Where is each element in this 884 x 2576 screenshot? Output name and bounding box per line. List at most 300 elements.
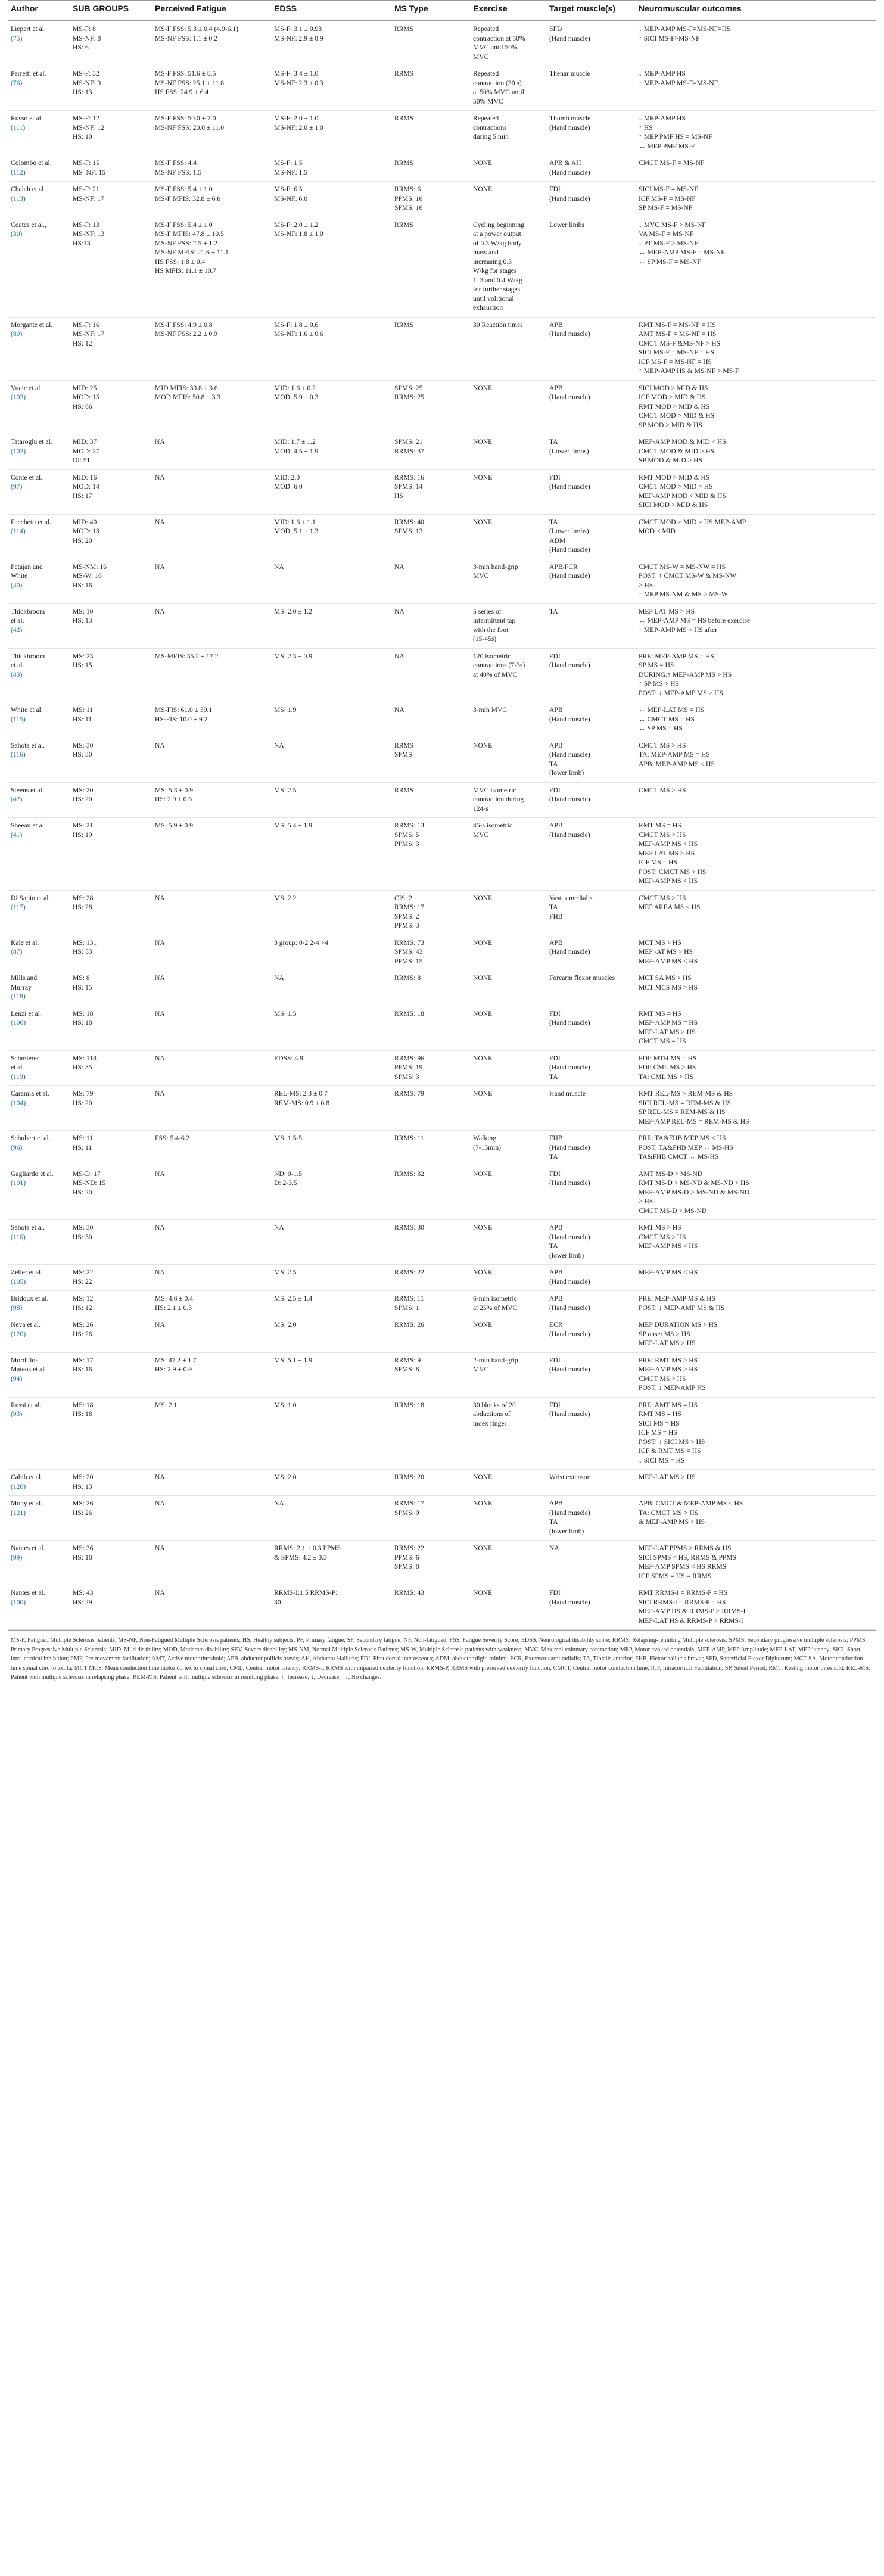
- author-cell: [8, 1166, 70, 1220]
- sub-groups-cell: [70, 970, 152, 1006]
- table-row: [8, 434, 876, 470]
- citation-link[interactable]: (99): [11, 1553, 23, 1561]
- target-cell: [547, 970, 636, 1006]
- sub-groups-cell: [70, 648, 152, 702]
- cell-line: HS FSS: 1.8 ± 0.4: [155, 257, 206, 266]
- cell-line: ECR: [549, 1321, 563, 1329]
- citation-link[interactable]: (112): [11, 168, 26, 176]
- cell-line: HS: 18: [73, 1553, 92, 1561]
- cell-line: NONE: [473, 1268, 493, 1276]
- cell-line: (Hand muscle): [549, 1365, 590, 1373]
- cell-line: RRMS: 73: [394, 938, 424, 947]
- outcomes-cell: [636, 1541, 876, 1585]
- cell-line: MS: 20: [73, 1473, 94, 1481]
- cell-line: (Hand muscle): [549, 1598, 590, 1606]
- citation-link[interactable]: (80): [11, 330, 23, 338]
- cell-line: MS: 30: [73, 1224, 94, 1231]
- cell-line: APB: [549, 1224, 563, 1231]
- author-cell: [8, 1291, 70, 1317]
- outcomes-cell: [636, 603, 876, 648]
- cell-line: MS-F FSS: 51.6 ± 8.5: [155, 70, 216, 77]
- cell-line: NONE: [473, 1499, 493, 1507]
- cell-line: ND: 0-1.5: [274, 1169, 303, 1178]
- cell-line: ↓ PT MS-F > MS-NF: [639, 239, 698, 247]
- cell-line: Thenar muscle: [549, 70, 590, 77]
- cell-line: RRMS: 9: [394, 1356, 421, 1364]
- table-row: [8, 1397, 876, 1470]
- fatigue-cell: [152, 738, 272, 782]
- citation-link[interactable]: (101): [11, 1179, 26, 1187]
- ms-type-cell: [392, 1397, 471, 1470]
- ms-type-cell: [392, 818, 471, 891]
- edss-cell: [272, 738, 392, 782]
- cell-line: until volitional: [473, 294, 514, 303]
- cell-line: NONE: [473, 1169, 493, 1178]
- ms-type-cell: [392, 1220, 471, 1265]
- cell-line: FHB: [549, 912, 563, 920]
- outcomes-cell: [636, 1352, 876, 1397]
- sub-groups-cell: [70, 1131, 152, 1166]
- cell-line: MS-NF: 2.9 ± 0.9: [274, 34, 323, 42]
- outcomes-cell: [636, 1265, 876, 1291]
- cell-line: MS–NF: 15: [73, 168, 106, 176]
- cell-line: FSS: 5.4-6.2: [155, 1134, 190, 1142]
- author-cell: [8, 66, 70, 111]
- cell-line: MEP-AMP MS < HS: [639, 840, 698, 848]
- table-row: [8, 559, 876, 603]
- outcomes-cell: [636, 970, 876, 1006]
- citation-link[interactable]: (41): [11, 830, 23, 839]
- outcomes-cell: [636, 702, 876, 738]
- cell-line: MS-F: 1.5: [274, 159, 303, 167]
- cell-line: MVC until 50%: [473, 43, 518, 51]
- edss-cell: [272, 1291, 392, 1317]
- cell-line: MS-NF FSS: 2.5 ± 1.2: [155, 239, 217, 247]
- cell-line: RRMS: 96: [394, 1054, 424, 1062]
- cell-line: Hand muscle: [549, 1090, 586, 1097]
- table-row: [8, 935, 876, 970]
- cell-line: MS: 1.5-5: [274, 1134, 303, 1142]
- cell-line: ↑ MEP-AMP MS > HS after: [639, 626, 718, 634]
- cell-line: D: 2-3.5: [274, 1179, 297, 1187]
- target-cell: [547, 21, 636, 66]
- sub-groups-cell: [70, 217, 152, 317]
- citation-link[interactable]: (75): [11, 34, 23, 42]
- sub-groups-cell: [70, 559, 152, 603]
- sub-groups-cell: [70, 738, 152, 782]
- cell-line: RRMS: 40: [394, 518, 424, 526]
- cell-line: 30 blocks of 20: [473, 1401, 516, 1409]
- cell-line: CMCT MS > HS: [639, 894, 686, 902]
- author-cell: [8, 21, 70, 66]
- cell-line: (Hand muscle): [549, 1410, 590, 1418]
- citation-link[interactable]: (100): [11, 1598, 26, 1606]
- cell-line: HS MFIS: 11.1 ± 10.7: [155, 267, 217, 275]
- citation-link[interactable]: (97): [11, 483, 23, 490]
- edss-cell: [272, 1265, 392, 1291]
- outcomes-cell: [636, 1470, 876, 1496]
- target-cell: [547, 1006, 636, 1050]
- exercise-cell: [471, 1291, 547, 1317]
- cell-line: MS-F: 6.5: [274, 185, 303, 193]
- cell-line: MVC: [473, 52, 489, 61]
- cell-line: MS: 20: [73, 786, 94, 794]
- cell-line: POST: ↑ CMCT MS-W & MS-NW: [639, 572, 737, 580]
- fatigue-cell: [152, 182, 272, 217]
- cell-line: NONE: [473, 1544, 493, 1552]
- cell-line: SICI SPMS < HS, RRMS & PPMS: [639, 1553, 737, 1561]
- edss-cell: [272, 559, 392, 603]
- cell-line: NA: [274, 562, 284, 571]
- cell-line: SPMS: 14: [394, 483, 423, 490]
- citation-link[interactable]: (93): [11, 1410, 23, 1418]
- fatigue-cell: [152, 1541, 272, 1585]
- cell-line: FDI: MTH MS = HS: [639, 1054, 697, 1062]
- cell-line: MS-NF: 2.0 ± 1.0: [274, 123, 323, 132]
- cell-line: RMT MOD > MID & HS: [639, 473, 710, 481]
- cell-line: HS: 29: [73, 1598, 92, 1606]
- exercise-cell: [471, 935, 547, 970]
- edss-cell: [272, 469, 392, 514]
- cell-line: ↔ CMCT MS = HS: [639, 715, 695, 723]
- cell-line: at 25% of MVC: [473, 1303, 518, 1312]
- ms-type-cell: [392, 970, 471, 1006]
- cell-line: PRE: MEP-AMP MS = HS: [639, 652, 714, 660]
- target-cell: [547, 434, 636, 470]
- author-name: Facchetti et al.: [11, 518, 51, 526]
- cell-line: NONE: [473, 1054, 493, 1062]
- citation-link[interactable]: (118): [11, 993, 26, 1000]
- cell-line: (Hand muscle): [549, 546, 590, 553]
- cell-line: MS-NF: 1.6 ± 0.6: [274, 330, 323, 338]
- target-cell: [547, 217, 636, 317]
- author-cell: [8, 469, 70, 514]
- outcomes-cell: [636, 1397, 876, 1470]
- citation-link[interactable]: (106): [11, 1019, 26, 1026]
- cell-line: SPMS: [394, 751, 412, 758]
- cell-line: (Hand muscle): [549, 34, 590, 42]
- cell-line: MS-NF FSS: 2.2 ± 0.9: [155, 330, 217, 338]
- cell-line: SP MS-F = MS-NF: [639, 204, 693, 211]
- edss-cell: [272, 970, 392, 1006]
- cell-line: MEP-AMP REL-MS = REM-MS & HS: [639, 1117, 749, 1125]
- cell-line: RRMS: [394, 786, 414, 794]
- fatigue-cell: [152, 818, 272, 891]
- cell-line: FDI: [549, 1589, 561, 1597]
- cell-line: TA: [549, 518, 558, 526]
- cell-line: HS: 10: [73, 133, 92, 141]
- sub-groups-cell: [70, 782, 152, 818]
- exercise-cell: [471, 1086, 547, 1131]
- outcomes-cell: [636, 1220, 876, 1265]
- edss-cell: [272, 1496, 392, 1541]
- cell-line: exhaustion: [473, 304, 503, 312]
- cell-line: NA: [394, 562, 404, 571]
- fatigue-cell: [152, 970, 272, 1006]
- cell-line: at a power output: [473, 230, 521, 238]
- outcomes-cell: [636, 111, 876, 155]
- cell-line: ↑ MEP-AMP MS-F=MS-NF: [639, 79, 718, 87]
- cell-line: MS-NF: 1.5: [274, 168, 308, 176]
- cell-line: NONE: [473, 518, 493, 526]
- target-cell: [547, 603, 636, 648]
- table-row: [8, 890, 876, 935]
- cell-line: RRMS: 30: [394, 1224, 424, 1231]
- citation-link[interactable]: (42): [11, 626, 23, 634]
- cell-line: 50% MVC: [473, 97, 503, 105]
- cell-line: HS: 22: [73, 1277, 92, 1286]
- table-footnote: MS-F, Fatigued Multiple Sclerosis patients; MS-NF, Non-Fatigued Multiple Sclerosis patients; HS, Healthy subjects; PF, Primary fatigue; SF, Secondary fatigue; NF, Non-fatigued; FSS, Fatigue Severity Score; EDSS, Neurological disability score; RRMS, Relapsing-remitting Multiple sclerosis; SPMS, Secondary progressive multiple sclerosis; PPMS, Primary Progressive Multiple Sclerosis; MID, Mild disability; MOD, Moderate disability; SEV, Severe disability; MS-NM, Normal Multiple Sclerosis Patients; MS-W, Multiple Sclerosis patients with weakness; MVC, Maximal voluntary contraction; MEP, Motor evoked potentials; MEP-AMP, MEP Amplitude; MEP-LAT, MEP latency; SICI, Short intra-cortical inhibition; PMF, Pre-movement facilitation; AMT, Active motor threshold; APB, abductor pollicis brevis; AH, Abductor Hallucis; FDI, First dorsal interosseous; ADM, abductor digiti minimi; ECR, Extensor carpi radialis; TA, Tibialis anterior; FHB, Flexor hallucis brevis; SFD, Superficial Flexor Digitorum; MCT SA, Motor conduction time spinal cord to axilla; MCT MCS, Mean conduction time motor cortex to spinal cord; CML, Central motor latency; RRMS-I, RRMS with impaired dexterity function; RRMS-P, RRMS with preserved dexterity function; CMCT, Central motor conduction time; ICF, Intracortical Facilitation; SP, Silent Period; RMT, Resting motor threshold; REL-MS, Patient with multiple sclerosis in relapsing phase; REM-MS, Patient with multiple sclerosis in remitting phase. ↑, Increase; ↓, Decrease; ↔, No changes.: [8, 1630, 876, 1682]
- citation-link[interactable]: (120): [11, 1482, 26, 1491]
- cell-line: MS-F: 12: [73, 114, 99, 122]
- table-row: [8, 1086, 876, 1131]
- table-row: [8, 1496, 876, 1541]
- cell-line: SPMS: 9: [394, 1508, 419, 1517]
- cell-line: SP REL-MS = REM-MS & HS: [639, 1108, 726, 1116]
- edss-cell: [272, 782, 392, 818]
- outcomes-cell: [636, 469, 876, 514]
- cell-line: 30 Reaction times: [473, 321, 523, 329]
- cell-line: MEP-AMP MS < HS: [639, 1268, 698, 1276]
- citation-link[interactable]: (116): [11, 1233, 26, 1241]
- cell-line: MS: 5.1 ± 1.9: [274, 1356, 313, 1364]
- cell-line: MOD: 27: [73, 447, 99, 455]
- citation-link[interactable]: (40): [11, 581, 23, 589]
- ms-type-cell: [392, 648, 471, 702]
- table-row: [8, 1265, 876, 1291]
- table-row: [8, 21, 876, 66]
- citation-link[interactable]: (30): [11, 230, 23, 238]
- cell-line: (Hand muscle): [549, 168, 590, 176]
- ms-type-cell: [392, 1496, 471, 1541]
- cell-line: HS: 13: [73, 88, 92, 96]
- citation-link[interactable]: (115): [11, 715, 26, 723]
- edss-cell: [272, 1470, 392, 1496]
- exercise-cell: [471, 1317, 547, 1353]
- cell-line: RMT MOD > MID & HS: [639, 402, 710, 410]
- cell-line: RRMS: 26: [394, 1321, 424, 1329]
- citation-link[interactable]: (87): [11, 948, 23, 956]
- edss-cell: [272, 1050, 392, 1086]
- citation-link[interactable]: (103): [11, 393, 26, 401]
- ms-type-cell: [392, 1352, 471, 1397]
- citation-link[interactable]: (47): [11, 795, 23, 803]
- exercise-cell: [471, 66, 547, 111]
- cell-line: MS-F: 8: [73, 25, 96, 33]
- cell-line: CMCT MS > HS: [639, 741, 686, 749]
- cell-line: NA: [155, 1544, 165, 1552]
- cell-line: PRE: RMT MS > HS: [639, 1356, 698, 1364]
- cell-line: (Hand muscle): [549, 1063, 590, 1071]
- cell-line: MS-F: 2.0 ± 1.2: [274, 220, 319, 229]
- cell-line: MS: 26: [73, 1499, 94, 1507]
- author-name: Schmierer: [11, 1054, 39, 1062]
- target-cell: [547, 514, 636, 559]
- header-subgroups: SUB GROUPS: [70, 1, 152, 21]
- outcomes-cell: [636, 380, 876, 434]
- cell-line: NA: [155, 1268, 165, 1276]
- cell-line: NA: [394, 652, 404, 660]
- citation-link[interactable]: (98): [11, 1303, 23, 1312]
- header-exercise: Exercise: [471, 1, 547, 21]
- cell-line: RRMS: 18: [394, 1401, 424, 1409]
- citation-link[interactable]: (120): [11, 1330, 26, 1338]
- fatigue-cell: [152, 1265, 272, 1291]
- target-cell: [547, 182, 636, 217]
- target-cell: [547, 1050, 636, 1086]
- ms-type-cell: [392, 702, 471, 738]
- sub-groups-cell: [70, 1585, 152, 1630]
- author-name: Sahota et al.: [11, 741, 45, 749]
- outcomes-cell: [636, 1050, 876, 1086]
- cell-line: TA: [549, 1153, 558, 1161]
- cell-line: HS: 15: [73, 661, 92, 669]
- author-name: Lenzi et al.: [11, 1009, 42, 1018]
- author-name: Vucic et al: [11, 384, 41, 392]
- cell-line: (Lower limbs): [549, 447, 589, 455]
- cell-line: SPMS: 8: [394, 1365, 419, 1373]
- author-cell: [8, 317, 70, 380]
- citation-link[interactable]: (96): [11, 1143, 23, 1152]
- cell-line: SPMS: 2: [394, 912, 419, 920]
- cell-line: Wrist extensor: [549, 1473, 590, 1481]
- cell-line: > HS: [639, 581, 653, 589]
- cell-line: REM-MS: 0.9 ± 0.8: [274, 1099, 330, 1107]
- cell-line: ICF SPMS = HS = RRMS: [639, 1572, 712, 1580]
- cell-line: MS: 118: [73, 1054, 97, 1062]
- cell-line: TA: [549, 903, 558, 911]
- sub-groups-cell: [70, 818, 152, 891]
- author-name: et al.: [11, 617, 24, 624]
- cell-line: MS-NF: 8: [73, 34, 101, 42]
- ms-type-cell: [392, 1166, 471, 1220]
- cell-line: MS: 2.5 ± 1.4: [274, 1295, 313, 1302]
- cell-line: MEP AREA MS < HS: [639, 903, 701, 911]
- citation-link[interactable]: (94): [11, 1374, 23, 1383]
- cell-line: APB & AH: [549, 159, 581, 167]
- cell-line: RRMS: [394, 114, 414, 122]
- cell-line: CMCT MS > HS: [639, 1233, 686, 1241]
- cell-line: NA: [274, 741, 284, 749]
- cell-line: 120 isometric: [473, 652, 511, 660]
- cell-line: MS-MFIS: 35.2 ± 17.2: [155, 652, 219, 660]
- cell-line: NA: [155, 974, 165, 982]
- citation-link[interactable]: (121): [11, 1508, 26, 1517]
- citation-link[interactable]: (104): [11, 1099, 26, 1107]
- cell-line: SPMS: 8: [394, 1563, 419, 1570]
- citation-link[interactable]: (76): [11, 79, 23, 87]
- cell-line: contraction during: [473, 795, 524, 803]
- citation-link[interactable]: (111): [11, 123, 26, 132]
- sub-groups-cell: [70, 155, 152, 182]
- citation-link[interactable]: (102): [11, 447, 26, 455]
- cell-line: RMT REL-MS > REM-MS & HS: [639, 1090, 733, 1097]
- cell-line: APB: [549, 741, 563, 749]
- citation-link[interactable]: (113): [11, 194, 26, 203]
- cell-line: HS: 2.9 ± 0.6: [155, 795, 192, 803]
- target-cell: [547, 818, 636, 891]
- cell-line: MS-F: 2.0 ± 1.0: [274, 114, 319, 122]
- cell-line: RRMS: 18: [394, 1009, 424, 1018]
- cell-line: MS: 2.3 ± 0.9: [274, 652, 313, 660]
- cell-line: 3-min MVC: [473, 706, 508, 714]
- cell-line: NONE: [473, 1224, 493, 1231]
- cell-line: HS: [394, 491, 403, 500]
- cell-line: MOD: 14: [73, 483, 99, 490]
- fatigue-cell: [152, 702, 272, 738]
- sub-groups-cell: [70, 111, 152, 155]
- target-cell: [547, 1352, 636, 1397]
- cell-line: 2-min hand-grip: [473, 1356, 518, 1364]
- cell-line: RRMS: 20: [394, 1473, 424, 1481]
- header-outcomes: Neuromuscular outcomes: [636, 1, 876, 21]
- target-cell: [547, 66, 636, 111]
- exercise-cell: [471, 1585, 547, 1630]
- citation-link[interactable]: (114): [11, 527, 26, 535]
- cell-line: during 5 min: [473, 133, 509, 141]
- citation-link[interactable]: (43): [11, 670, 23, 679]
- outcomes-cell: [636, 890, 876, 935]
- cell-line: MS-NF FSS: 20.0 ± 11.0: [155, 123, 225, 132]
- cell-line: at 50% MVC until: [473, 88, 524, 96]
- outcomes-cell: [636, 738, 876, 782]
- cell-line: PPMS: 3: [394, 922, 419, 929]
- target-cell: [547, 1470, 636, 1496]
- cell-line: of 0.3 W/kg body: [473, 239, 522, 247]
- cell-line: HS: 20: [73, 536, 92, 545]
- author-cell: [8, 1317, 70, 1353]
- author-name: Sahota et al.: [11, 1224, 45, 1231]
- cell-line: TA: [549, 1518, 558, 1526]
- fatigue-cell: [152, 603, 272, 648]
- sub-groups-cell: [70, 1086, 152, 1131]
- citation-link[interactable]: (105): [11, 1277, 26, 1286]
- cell-line: ↑ MEP-AMP HS & MS-NF > MS-F: [639, 367, 739, 375]
- cell-line: Repeated: [473, 70, 499, 77]
- author-name: Di Sapio et al.: [11, 894, 51, 902]
- cell-line: MEP-LAT MS > HS: [639, 1473, 696, 1481]
- data-table: [8, 0, 876, 1630]
- citation-link[interactable]: (119): [11, 1072, 26, 1081]
- outcomes-cell: [636, 21, 876, 66]
- cell-line: MID: 37: [73, 438, 97, 446]
- author-cell: [8, 514, 70, 559]
- fatigue-cell: [152, 559, 272, 603]
- cell-line: RRMS: 6: [394, 185, 421, 193]
- exercise-cell: [471, 738, 547, 782]
- cell-line: MID MFIS: 39.8 ± 3.6: [155, 384, 218, 392]
- citation-link[interactable]: (117): [11, 903, 26, 911]
- cell-line: MID: 25: [73, 384, 97, 392]
- author-name: Neva et al.: [11, 1321, 41, 1329]
- citation-link[interactable]: (116): [11, 751, 26, 758]
- fatigue-cell: [152, 217, 272, 317]
- cell-line: (Hand muscle): [549, 1019, 590, 1026]
- cell-line: Thumb muscle: [549, 114, 591, 122]
- cell-line: MS-NF: 17: [73, 194, 105, 203]
- cell-line: MS-F FSS: 5.4 ± 1.0: [155, 220, 213, 229]
- ms-type-cell: [392, 890, 471, 935]
- cell-line: MS-F: 16: [73, 321, 99, 329]
- cell-line: MEP-AMP MS > HS: [639, 1365, 698, 1373]
- sub-groups-cell: [70, 1220, 152, 1265]
- cell-line: TA: CMCT MS > HS: [639, 1508, 699, 1517]
- cell-line: ↓ MEP-AMP MS-F=MS-NF=HS: [639, 25, 731, 33]
- target-cell: [547, 702, 636, 738]
- target-cell: [547, 1220, 636, 1265]
- fatigue-cell: [152, 514, 272, 559]
- cell-line: MEP-AMP MS = HS: [639, 1019, 698, 1026]
